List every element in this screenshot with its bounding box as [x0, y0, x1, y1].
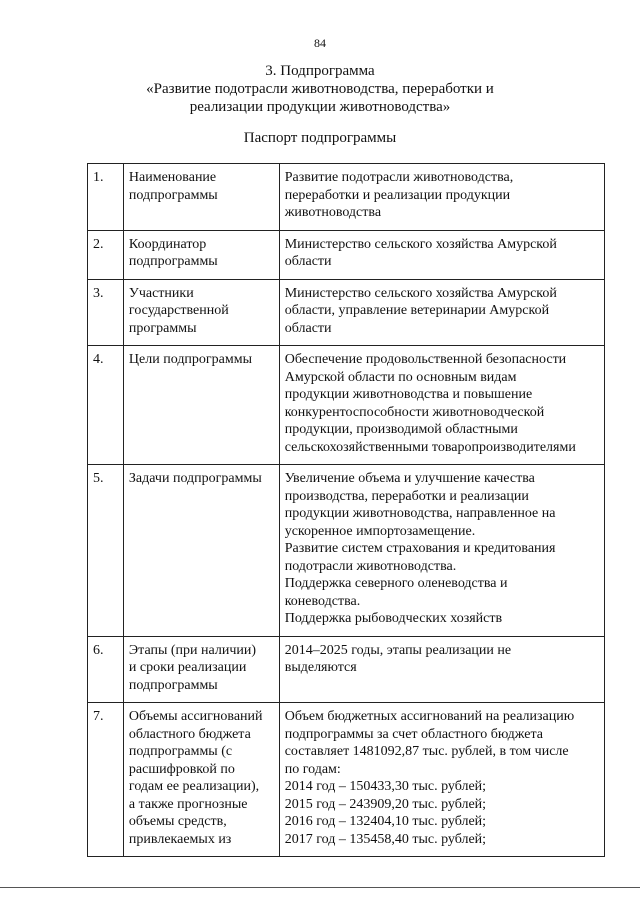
- row-number: 4.: [88, 346, 124, 465]
- row-name: Задачи подпрограммы: [123, 465, 279, 637]
- row-number: 1.: [88, 164, 124, 231]
- row-value: Развитие подотрасли животноводства, переработки и реализации продукции животноводства: [279, 164, 604, 231]
- table-row: [88, 636, 605, 703]
- row-value: Увеличение объема и улучшение качества производства, переработки и реализации продукции животноводства, направленное на ускоренное импортозамещение. Развитие систем страхования и кредитования подотрасли животноводства. Поддержка северного оленеводства и коневодства. Поддержка рыбоводческих хозяйств: [279, 465, 604, 637]
- row-name: Координатор подпрограммы: [123, 230, 279, 279]
- heading-line-3: реализации продукции животноводства»: [189, 99, 451, 115]
- table-row: [88, 465, 605, 637]
- row-name: Этапы (при наличии) и сроки реализации подпрограммы: [123, 636, 279, 703]
- heading-line-1: 3. Подпрограмма: [265, 63, 375, 79]
- row-value: Обеспечение продовольственной безопасности Амурской области по основным видам продукции животноводства и повышение конкурентоспособности животноводческой продукции, производимой областными сельскохозяйственными товаропроизводителями: [279, 346, 604, 465]
- heading-line-2: «Развитие подотрасли животноводства, переработки и: [146, 81, 494, 97]
- row-number: 7.: [88, 703, 124, 857]
- row-number: 6.: [88, 636, 124, 703]
- passport-table: [87, 163, 605, 857]
- subprogram-heading: [0, 62, 640, 116]
- table-row: [88, 230, 605, 279]
- table-row: [88, 279, 605, 346]
- page-bottom-rule: [0, 887, 640, 888]
- passport-title: Паспорт подпрограммы: [243, 130, 397, 146]
- row-number: 2.: [88, 230, 124, 279]
- row-name: Наименование подпрограммы: [123, 164, 279, 231]
- page-number: 84: [314, 36, 326, 50]
- row-name: Участники государственной программы: [123, 279, 279, 346]
- row-value: 2014–2025 годы, этапы реализации не выделяются: [279, 636, 604, 703]
- table-row: [88, 703, 605, 857]
- row-value: Министерство сельского хозяйства Амурской области: [279, 230, 604, 279]
- table-row: [88, 164, 605, 231]
- row-name: Объемы ассигнований областного бюджета подпрограммы (с расшифровкой по годам ее реализации), а также прогнозные объемы средств, привлекаемых из: [123, 703, 279, 857]
- row-number: 5.: [88, 465, 124, 637]
- row-number: 3.: [88, 279, 124, 346]
- table-row: [88, 346, 605, 465]
- row-value: Объем бюджетных ассигнований на реализацию подпрограммы за счет областного бюджета составляет 1481092,87 тыс. рублей, в том числе по годам: 2014 год – 150433,30 тыс. рублей; 2015 год – 243909,20 тыс. рублей; 2016 год – 132404,10 тыс. рублей; 2017 год – 135458,40 тыс. рублей;: [279, 703, 604, 857]
- row-name: Цели подпрограммы: [123, 346, 279, 465]
- row-value: Министерство сельского хозяйства Амурской области, управление ветеринарии Амурской области: [279, 279, 604, 346]
